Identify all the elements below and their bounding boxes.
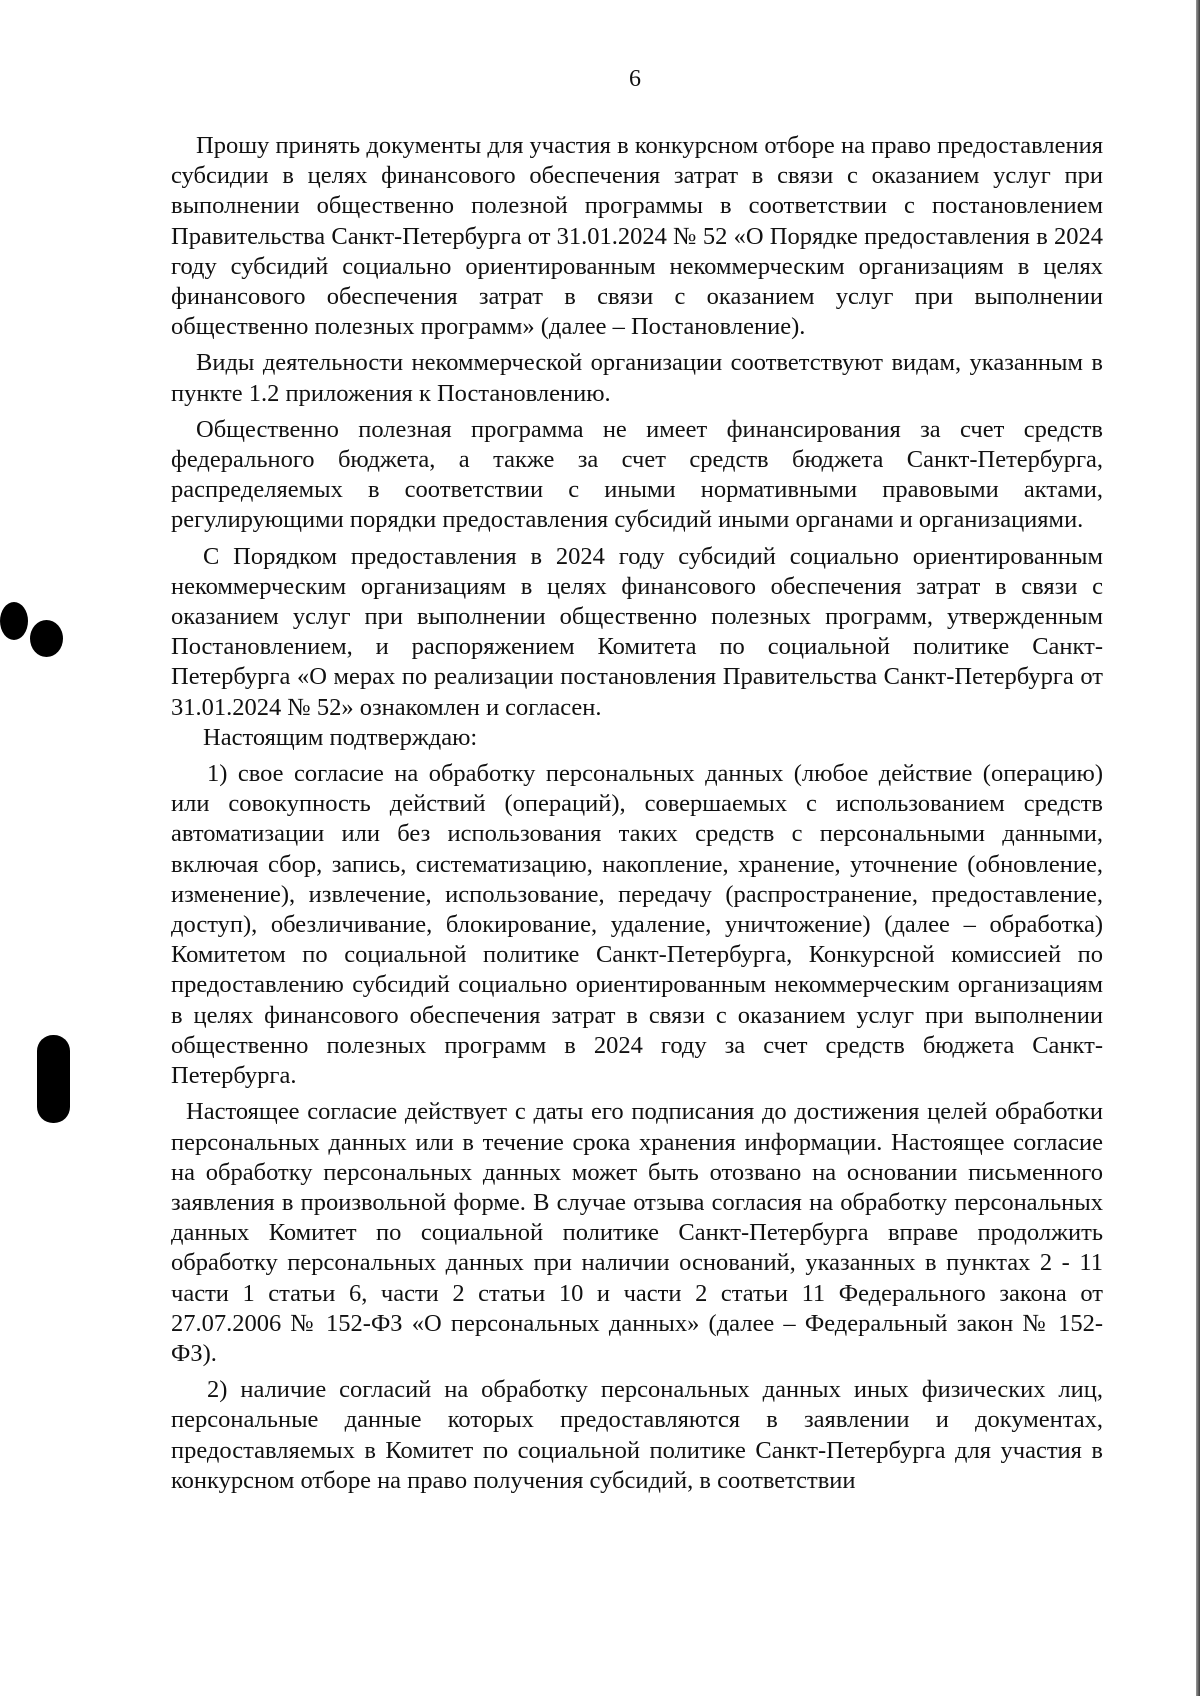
page-number: 6 bbox=[629, 66, 641, 92]
paragraph-consent-validity: Настоящее согласие действует с даты его подписания до достижения целей обработки персональных данных или в течение срока хранения информации. Настоящее согласие на обработку персональных данных может быть отозвано на основании письменного заявления в произвольной форме. В случае отзыва согласия на обработку персональных данных Комитет по социальной политике Санкт-Петербурга вправе продолжить обработку персональных данных при наличии оснований, указанных в пунктах 2 - 11 части 1 статьи 6, части 2 статьи 10 и части 2 статьи 11 Федерального закона от 27.07.2006 № 152-ФЗ «О персональных данных» (далее – Федеральный закон № 152-ФЗ). bbox=[171, 1098, 1103, 1367]
punch-hole-middle bbox=[37, 1035, 70, 1123]
document-body bbox=[171, 131, 1103, 1496]
scan-edge-shadow bbox=[1196, 0, 1200, 1696]
paragraph-activity-types: Виды деятельности некоммерческой организации соответствуют видам, указанным в пункте 1.2 приложения к Постановлению. bbox=[171, 349, 1103, 407]
paragraph-item-2-other-consents: 2) наличие согласий на обработку персональных данных иных физических лиц, персональные данные которых предоставляются в заявлении и документах, предоставляемых в Комитет по социальной политике Санкт-Петербурга для участия в конкурсном отборе на право получения субсидий, в соответствии bbox=[171, 1376, 1103, 1494]
paragraph-hereby-confirm: Настоящим подтверждаю: bbox=[203, 723, 478, 751]
paragraph-item-1-consent: 1) свое согласие на обработку персональных данных (любое действие (операцию) или совокупность действий (операций), совершаемых с использованием средств автоматизации или без использования таких средств с персональными данными, включая сбор, запись, систематизацию, накопление, хранение, уточнение (обновление, изменение), извлечение, использование, передачу (распространение, предоставление, доступ), обезличивание, блокирование, удаление, уничтожение) (далее – обработка) Комитетом по социальной политике Санкт-Петербурга, Конкурсной комиссией по предоставлению субсидий социально ориентированным некоммерческим организациям в целях финансового обеспечения затрат в связи с оказанием услуг при выполнении общественно полезных программ в 2024 году за счет средств бюджета Санкт-Петербурга. bbox=[171, 760, 1103, 1090]
punch-hole-top-right bbox=[30, 620, 63, 657]
paragraph-no-other-funding: Общественно полезная программа не имеет финансирования за счет средств федерального бюджета, а также за счет средств бюджета Санкт-Петербурга, распределяемых в соответствии с иными нормативными правовыми актами, регулирующими порядки предоставления субсидий иными органами и организациями. bbox=[171, 415, 1103, 534]
punch-hole-top-left bbox=[0, 602, 28, 640]
paragraph-application-request: Прошу принять документы для участия в конкурсном отборе на право предоставления субсидии в целях финансового обеспечения затрат в связи с оказанием услуг при выполнении общественно полезной программы в соответствии с постановлением Правительства Санкт-Петербурга от 31.01.2024 № 52 «О Порядке предоставления в 2024 году субсидий социально ориентированным некоммерческим организациям в целях финансового обеспечения затрат в связи с оказанием услуг при выполнении общественно полезных программ» (далее – Постановление). bbox=[171, 132, 1103, 341]
paragraph-familiarized-agree: С Порядком предоставления в 2024 году субсидий социально ориентированным некоммерческим организациям в целях финансового обеспечения затрат в связи с оказанием услуг при выполнении общественно полезных программ, утвержденным Постановлением, и распоряжением Комитета по социальной политике Санкт-Петербурга «О мерах по реализации постановления Правительства Санкт-Петербурга от 31.01.2024 № 52» ознакомлен и согласен. bbox=[171, 542, 1103, 721]
